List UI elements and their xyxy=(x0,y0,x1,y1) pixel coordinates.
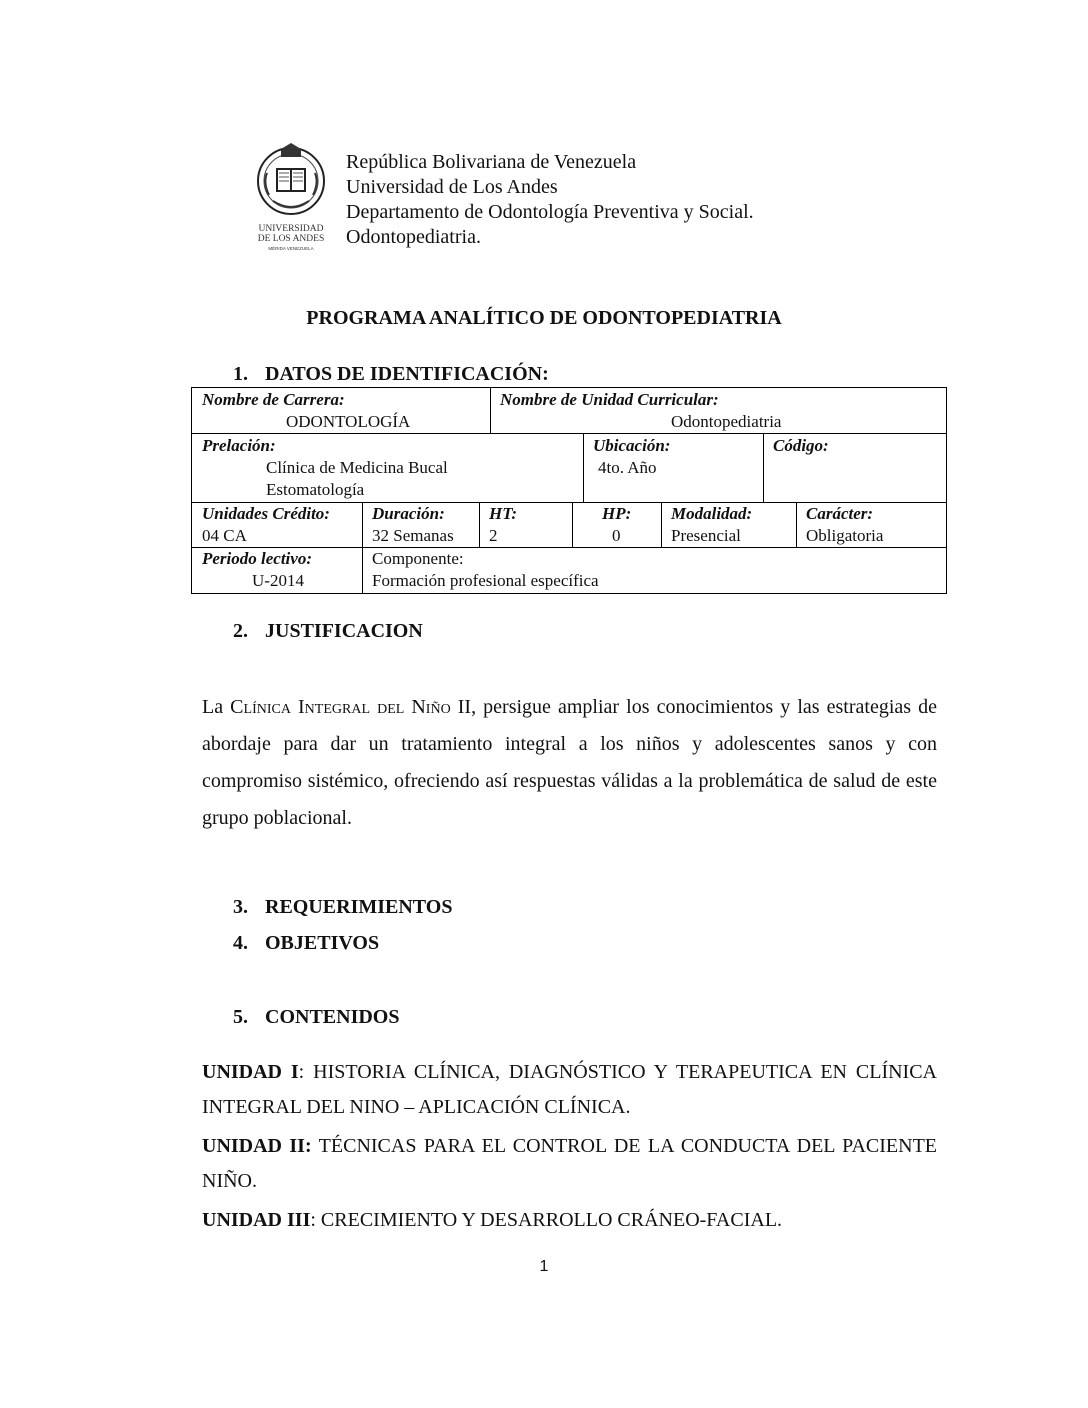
unit-text: TÉCNICAS PARA EL CONTROL DE LA CONDUCTA DEL PACIENTE NIÑO. xyxy=(202,1135,938,1192)
unidad-curricular-value: Odontopediatria xyxy=(671,412,782,431)
unit-label: UNIDAD I xyxy=(202,1061,299,1083)
justificacion-course-name: Clínica Integral del Niño II xyxy=(230,696,472,718)
ubicacion-label: Ubicación: xyxy=(593,436,671,455)
justificacion-text: , persigue ampliar los conocimientos y las estrategias de abordaje para dar un tratamiento integral a los niños y adolescentes sanos y con compromiso sistémico, ofreciendo así respuestas válidas a la problemática de salud de este grupo poblacional. xyxy=(202,696,937,829)
section-number: 3. xyxy=(233,896,248,918)
prelacion-value-2: Estomatología xyxy=(266,480,365,499)
ht-label: HT: xyxy=(489,504,518,523)
section-5-heading xyxy=(233,1006,399,1029)
header-line-3: Departamento de Odontología Preventiva y Social. xyxy=(346,201,754,223)
identification-table xyxy=(191,387,947,594)
componente-value: Formación profesional específica xyxy=(372,571,599,590)
ubicacion-value: 4to. Año xyxy=(598,458,657,477)
section-2-heading xyxy=(233,620,423,643)
header-line-4: Odontopediatria. xyxy=(346,226,481,248)
componente-label: Componente: xyxy=(372,549,464,568)
section-3-heading xyxy=(233,896,452,919)
section-number: 5. xyxy=(233,1006,248,1028)
unidad-curricular-label: Nombre de Unidad Curricular: xyxy=(500,390,719,409)
logo-text-line-1: UNIVERSIDAD xyxy=(258,224,324,234)
logo-text-line-2: DE LOS ANDES xyxy=(257,234,325,244)
modalidad-label: Modalidad: xyxy=(671,504,753,523)
section-label: JUSTIFICACION xyxy=(265,620,423,642)
justificacion-paragraph xyxy=(202,689,937,837)
prelacion-value-1: Clínica de Medicina Bucal xyxy=(266,458,448,477)
carrera-label: Nombre de Carrera: xyxy=(202,390,345,409)
section-label: CONTENIDOS xyxy=(265,1006,400,1028)
codigo-label: Código: xyxy=(773,436,829,455)
unit-separator: : xyxy=(298,1061,314,1083)
unit-3 xyxy=(202,1203,937,1238)
justificacion-lead: La xyxy=(202,696,231,718)
section-number: 4. xyxy=(233,932,248,954)
section-label: OBJETIVOS xyxy=(265,932,380,954)
periodo-value: U-2014 xyxy=(252,571,304,590)
carrera-value: ODONTOLOGÍA xyxy=(286,412,411,431)
header-line-1: República Bolivariana de Venezuela xyxy=(346,151,637,173)
university-seal-icon xyxy=(255,143,327,255)
section-number: 1. xyxy=(233,363,248,385)
duracion-value: 32 Semanas xyxy=(372,526,454,545)
logo-text-line-3: MÉRIDA VENEZUELA xyxy=(268,246,314,251)
university-logo xyxy=(255,143,327,255)
document-title: PROGRAMA ANALÍTICO DE ODONTOPEDIATRIA xyxy=(306,307,782,329)
prelacion-label: Prelación: xyxy=(202,436,276,455)
unit-text: CRECIMIENTO Y DESARROLLO CRÁNEO-FACIAL. xyxy=(320,1209,783,1231)
section-4-heading xyxy=(233,932,379,955)
page-number: 1 xyxy=(539,1258,549,1275)
unit-separator xyxy=(312,1135,319,1157)
header-line-2: Universidad de Los Andes xyxy=(346,176,558,198)
hp-value: 0 xyxy=(612,526,621,545)
institution-header xyxy=(346,150,754,250)
section-label: DATOS DE IDENTIFICACIÓN: xyxy=(265,363,549,385)
section-1-heading xyxy=(233,363,549,386)
unit-text: HISTORIA CLÍNICA, DIAGNÓSTICO Y TERAPEUTICA EN CLÍNICA INTEGRAL DEL NINO – APLICACIÓN CLÍNICA. xyxy=(202,1061,937,1118)
creditos-value: 04 CA xyxy=(202,526,247,545)
unit-separator: : xyxy=(310,1209,321,1231)
unit-label: UNIDAD II: xyxy=(202,1135,312,1157)
duracion-label: Duración: xyxy=(372,504,445,523)
section-label: REQUERIMIENTOS xyxy=(265,896,453,918)
modalidad-value: Presencial xyxy=(671,526,741,545)
hp-label: HP: xyxy=(602,504,632,523)
caracter-value: Obligatoria xyxy=(806,526,884,545)
caracter-label: Carácter: xyxy=(806,504,874,523)
unit-1 xyxy=(202,1055,937,1125)
unit-2 xyxy=(202,1129,937,1199)
ht-value: 2 xyxy=(489,526,498,545)
creditos-label: Unidades Crédito: xyxy=(202,504,330,523)
periodo-label: Periodo lectivo: xyxy=(202,549,312,568)
section-number: 2. xyxy=(233,620,248,642)
unit-label: UNIDAD III xyxy=(202,1209,311,1231)
